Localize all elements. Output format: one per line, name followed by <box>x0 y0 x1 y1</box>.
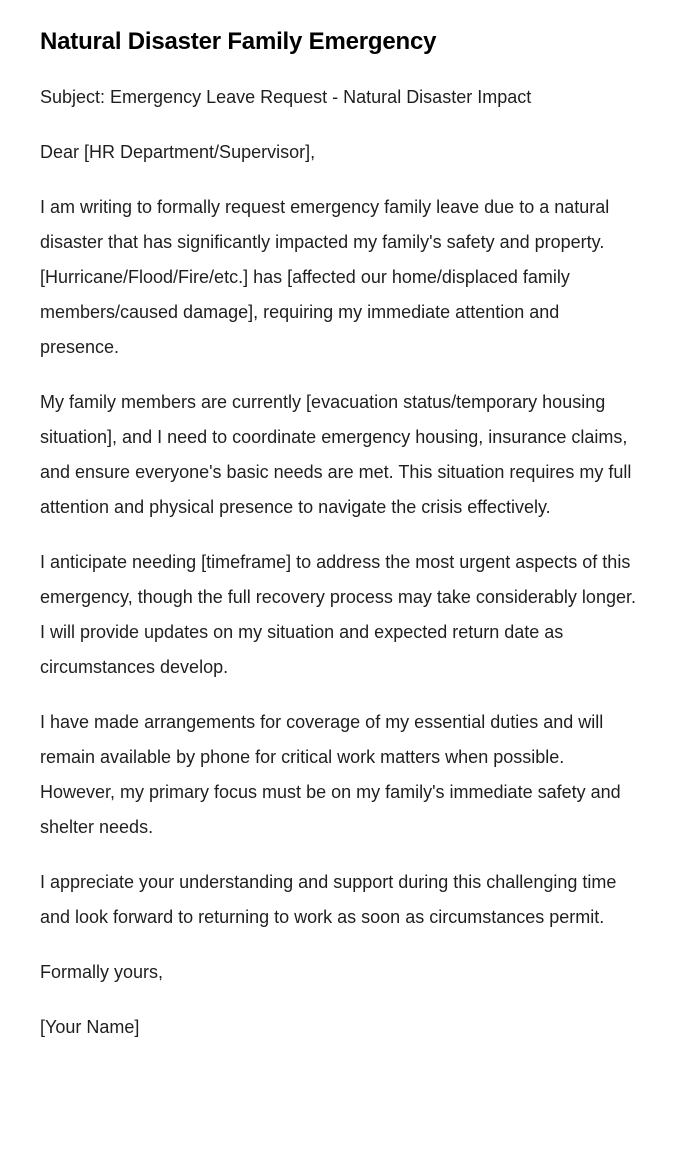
body-paragraph-2: My family members are currently [evacuation status/temporary housing situation], and I need to coordinate emergency housing, insurance claims, and ensure everyone's basic needs are met. This situation requires my full attention and physical presence to navigate the crisis effectively. <box>40 392 632 517</box>
body-paragraph-1: I am writing to formally request emergency family leave due to a natural disaster that has significantly impacted my family's safety and property. [Hurricane/Flood/Fire/etc.] has [affected our home/displaced family members/caused damage], requiring my immediate attention and presence. <box>40 197 610 357</box>
body-paragraph-4: I have made arrangements for coverage of my essential duties and will remain available by phone for critical work matters when possible. However, my primary focus must be on my family's immediate safety and shelter needs. <box>40 712 621 837</box>
document-title: Natural Disaster Family Emergency <box>40 28 437 55</box>
body-paragraph-5: I appreciate your understanding and support during this challenging time and look forward to returning to work as soon as circumstances permit. <box>40 872 617 927</box>
signature-placeholder: [Your Name] <box>40 1017 140 1037</box>
closing-phrase: Formally yours, <box>40 962 164 982</box>
body-paragraph-3: I anticipate needing [timeframe] to address the most urgent aspects of this emergency, though the full recovery process may take considerably longer. I will provide updates on my situation and expected return date as circumstances develop. <box>40 552 636 677</box>
subject-line: Subject: Emergency Leave Request - Natural Disaster Impact <box>40 87 532 107</box>
salutation: Dear [HR Department/Supervisor], <box>40 142 316 162</box>
